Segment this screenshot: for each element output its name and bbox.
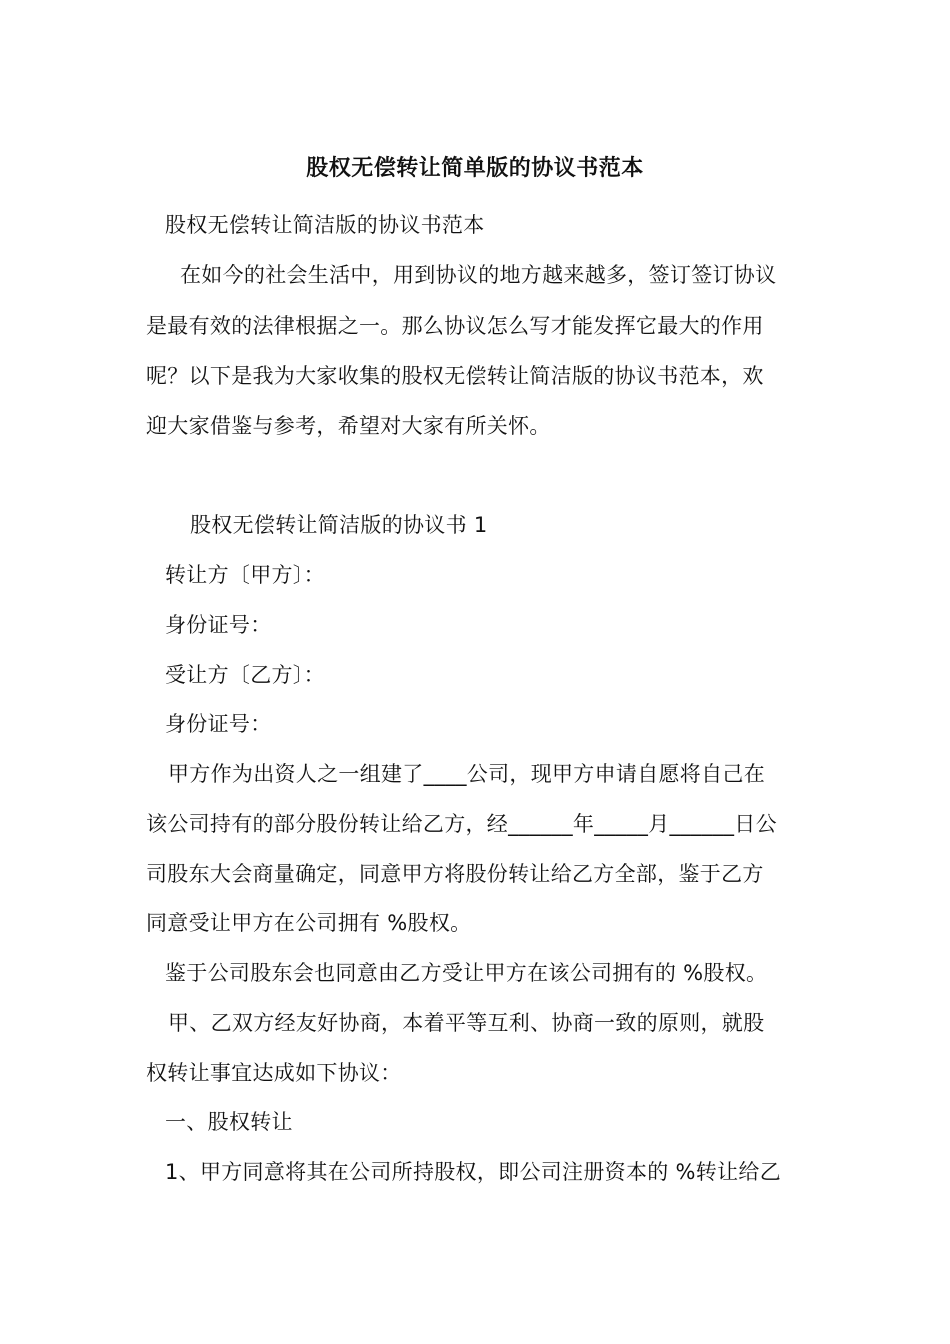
body-paragraph-2: 鉴于公司股东会也同意由乙方受让甲方在该公司拥有的 %股权。 (165, 961, 768, 985)
body-line: 司股东大会商量确定，同意甲方将股份转让给乙方全部，鉴于乙方 (146, 862, 764, 886)
transferor-field-label: 转让方〔甲方〕： (165, 563, 325, 587)
body-line: 权转让事宜达成如下协议： (146, 1061, 402, 1085)
intro-line: 迎大家借鉴与参考，希望对大家有所关怀。 (146, 414, 551, 438)
transferee-field-label: 受让方〔乙方〕： (165, 663, 325, 687)
body-line: 该公司持有的部分股份转让给乙方，经______年_____月______日公 (146, 812, 777, 836)
transferor-id-label: 身份证号： (165, 613, 272, 637)
transferee-id-label: 身份证号： (165, 712, 272, 736)
document-subtitle: 股权无偿转让简洁版的协议书范本 (165, 213, 485, 237)
body-line: 甲、乙双方经友好协商，本着平等互利、协商一致的原则，就股 (168, 1011, 765, 1035)
intro-line: 是最有效的法律根据之一。那么协议怎么写才能发挥它最大的作用 (146, 314, 764, 338)
section-1-heading: 一、股权转让 (165, 1110, 293, 1134)
clause-1: 1、甲方同意将其在公司所持股权，即公司注册资本的 %转让给乙 (165, 1160, 781, 1184)
body-line: 甲方作为出资人之一组建了____公司，现甲方申请自愿将自己在 (168, 762, 765, 786)
body-line: 同意受让甲方在公司拥有 %股权。 (146, 911, 472, 935)
agreement-heading: 股权无偿转让简洁版的协议书 1 (190, 513, 488, 537)
intro-line: 在如今的社会生活中，用到协议的地方越来越多，签订签订协议 (180, 263, 777, 287)
document-title: 股权无偿转让简单版的协议书范本 (306, 156, 644, 181)
intro-line: 呢？以下是我为大家收集的股权无偿转让简洁版的协议书范本，欢 (146, 364, 764, 388)
